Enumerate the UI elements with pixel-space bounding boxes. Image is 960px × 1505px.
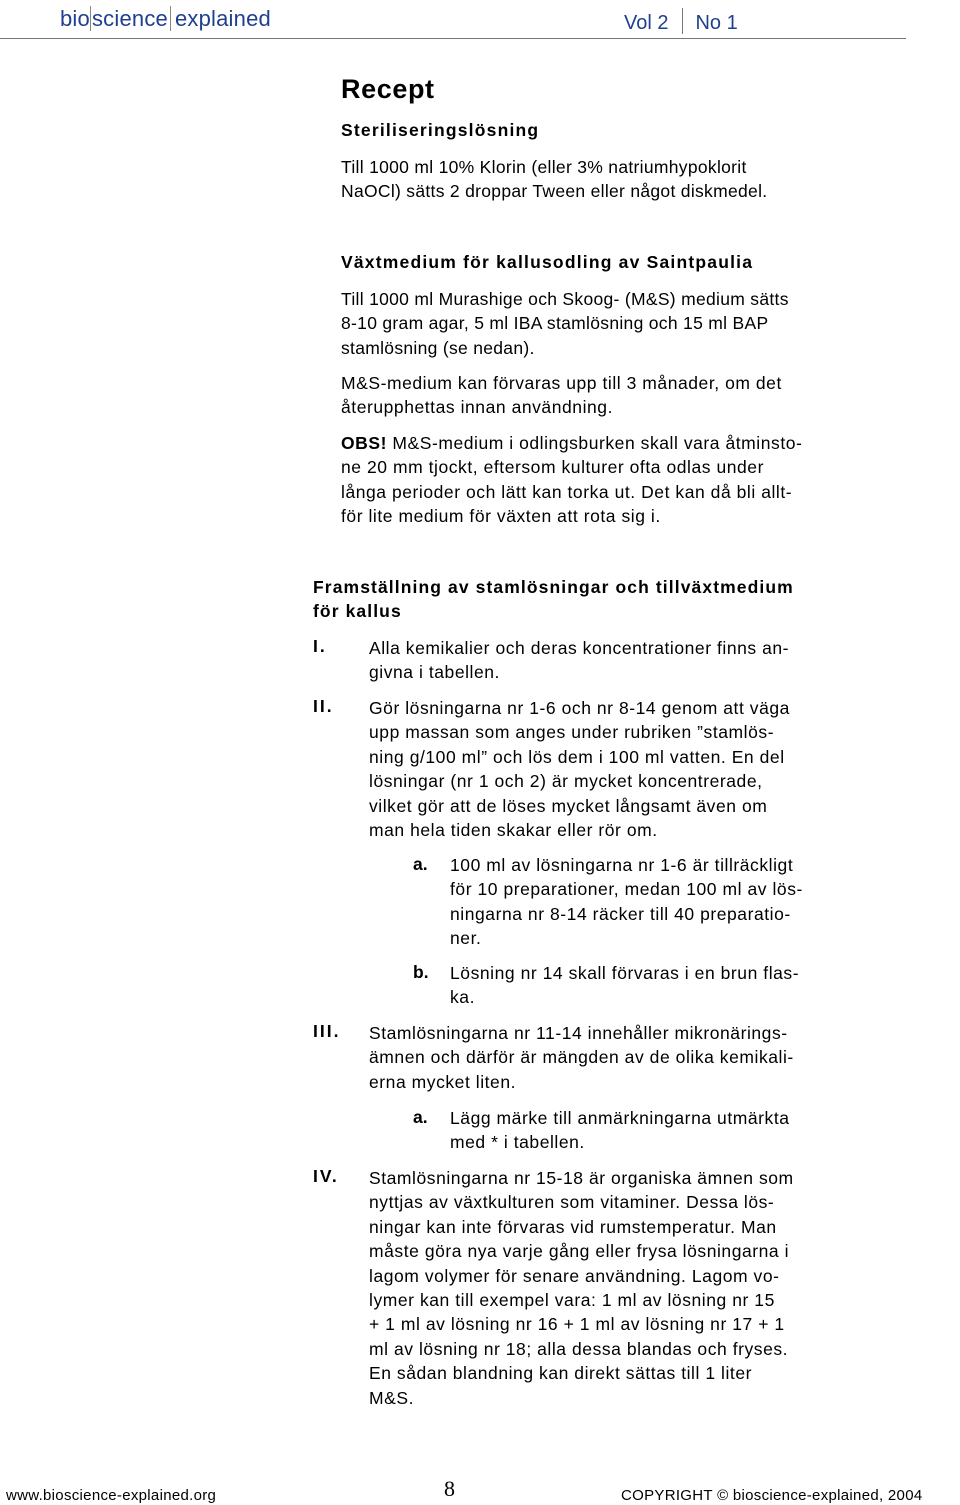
text-line: för 10 preparationer, medan 100 ml av lös- [450,879,803,900]
text-line: ne 20 mm tjockt, eftersom kulturer ofta odlas under [341,457,764,478]
page-header [0,0,906,39]
step-numeral: II. [313,696,334,716]
text-line: ner. [450,928,482,949]
header-divider [682,8,683,34]
preparation-heading [313,575,794,624]
sub-text [450,1106,790,1155]
text-line: stamlösning (se nedan). [341,337,535,358]
text-line: Lösning nr 14 skall förvaras i en brun flas- [450,963,800,983]
text-line: En sådan blandning kan direkt sättas till 1 liter [369,1363,752,1384]
page-number: 8 [444,1476,455,1501]
growth-medium-para-2 [341,371,782,420]
journal-brand [60,6,271,32]
obs-text: M&S-medium i odlingsburken skall vara åtminsto- [386,433,803,453]
text-line: måste göra nya varje gång eller frysa lösningarna i [369,1241,790,1262]
sterilization-heading: Steriliseringslösning [341,120,540,140]
text-line: ämnen och därför är mängden av de olika kemikali- [369,1047,794,1068]
issue-number: No 1 [695,12,738,34]
step-text [369,1021,794,1094]
text-line: Till 1000 ml 10% Klorin (eller 3% natriumhypoklorit [341,157,747,177]
step-text [369,696,790,842]
text-line: ningarna nr 8-14 räcker till 40 preparatio- [450,903,791,924]
growth-medium-heading: Växtmedium för kallusodling av Saintpaulia [341,252,754,272]
text-line: nyttjas av växtkulturen som vitaminer. Dessa lös- [369,1192,775,1213]
text-line: M&S-medium kan förvaras upp till 3 månader, om det [341,373,782,393]
footer-url: www.bioscience-explained.org [6,1487,217,1504]
text-line: M&S. [369,1387,414,1408]
brand-bio: bio [60,6,90,31]
text-line: givna i tabellen. [369,662,500,683]
growth-medium-para-1 [341,287,789,360]
text-line: lagom volymer för senare användning. Lagom vo- [369,1265,780,1286]
text-line: Stamlösningarna nr 11-14 innehåller mikronärings- [369,1023,788,1043]
text-line: man hela tiden skakar eller rör om. [369,820,658,841]
sub-letter: b. [413,962,429,982]
heading-line: Framställning av stamlösningar och tillväxtmedium [313,577,794,597]
step-numeral: III. [313,1021,341,1041]
text-line: upp massan som anges under rubriken ”stamlös- [369,722,775,743]
step-numeral: IV. [313,1166,339,1186]
issue-info [624,8,738,35]
text-line: lymer kan till exempel vara: 1 ml av lösning nr 15 [369,1290,775,1311]
text-line: Gör lösningarna nr 1-6 och nr 8-14 genom att väga [369,698,790,718]
sub-letter: a. [413,854,428,874]
text-line: långa perioder och lätt kan torka ut. Det kan då bli allt- [341,481,793,502]
step-text [369,636,789,685]
text-line: 100 ml av lösningarna nr 1-6 är tillräckligt [450,855,794,875]
text-line: erna mycket liten. [369,1071,517,1092]
sub-text [450,853,803,951]
text-line: återupphettas innan användning. [341,397,613,418]
text-line: ning g/100 ml” och lös dem i 100 ml vatten. En del [369,746,785,767]
text-line: ka. [450,987,475,1008]
text-line: Stamlösningarna nr 15-18 är organiska ämnen som [369,1168,794,1188]
text-line: vilket gör att de löses mycket långsamt även om [369,795,768,816]
sterilization-text [341,155,767,204]
page-title: Recept [341,74,435,104]
brand-science: science [91,6,168,31]
text-line: Alla kemikalier och deras koncentrationer finns an- [369,638,790,658]
text-line: för lite medium för växten att rota sig i. [341,506,661,527]
text-line: lösningar (nr 1 och 2) är mycket koncentrerade, [369,771,763,792]
obs-label: OBS! [341,433,387,453]
volume-label: Vol 2 [624,12,669,34]
footer-copyright: COPYRIGHT © bioscience-explained, 2004 [621,1487,923,1504]
text-line [341,431,802,455]
text-line: med * i tabellen. [450,1132,585,1153]
text-line: ml av lösning nr 18; alla dessa blandas och fryses. [369,1338,789,1359]
brand-explained: explained [170,6,271,31]
heading-line: för kallus [313,601,402,622]
text-line: 8-10 gram agar, 5 ml IBA stamlösning och 15 ml BAP [341,313,769,334]
text-line: Till 1000 ml Murashige och Skoog- (M&S) medium sätts [341,289,789,309]
step-numeral: I. [313,636,327,656]
text-line: + 1 ml av lösning nr 16 + 1 ml av lösning nr 17 + 1 [369,1314,785,1335]
step-text [369,1166,794,1410]
text-line: NaOCl) sätts 2 droppar Tween eller något diskmedel. [341,181,768,202]
obs-note [341,431,802,529]
text-line: ningar kan inte förvaras vid rumstemperatur. Man [369,1216,777,1237]
text-line: Lägg märke till anmärkningarna utmärkta [450,1108,790,1128]
sub-text [450,961,799,1010]
sub-letter: a. [413,1107,428,1127]
